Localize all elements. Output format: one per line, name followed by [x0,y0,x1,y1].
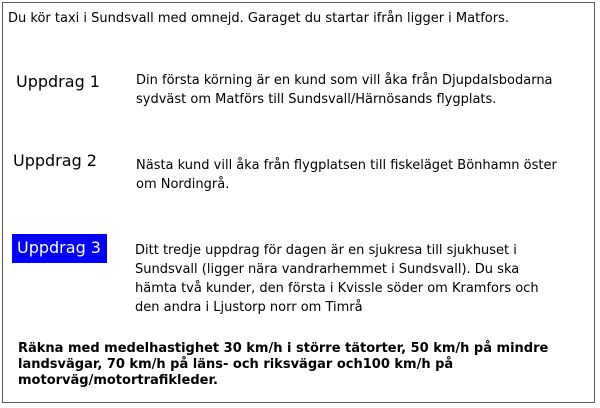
task-2-description: Nästa kund vill åka från flygplatsen till fiskeläget Bönhamn öster om Nordingrå. [136,158,557,192]
task-3-label-highlighted: Uppdrag 3 [12,234,107,263]
task-1-description: Din första körning är en kund som vill åka från Djupdalsbodarna sydväst om Matförs till Sundsvall/Härnösands flygplats. [136,73,553,107]
speed-note: Räkna med medelhastighet 30 km/h i större tätorter, 50 km/h på mindre landsvägar, 70 km/h på läns- och riksvägar och100 km/h på motorväg/motortrafikleder. [18,341,549,388]
task-2-label: Uppdrag 2 [13,151,97,170]
intro-text: Du kör taxi i Sundsvall med omnejd. Garaget du startar ifrån ligger i Matfors. [8,11,509,26]
task-1-label: Uppdrag 1 [16,72,100,91]
task-3-description: Ditt tredje uppdrag för dagen är en sjukresa till sjukhuset i Sundsvall (ligger nära vandrarhemmet i Sundsvall). Du ska hämta två kunder, den första i Kvissle söder om Kramfors och den andra i Ljustorp norr om Timrå [135,243,539,315]
